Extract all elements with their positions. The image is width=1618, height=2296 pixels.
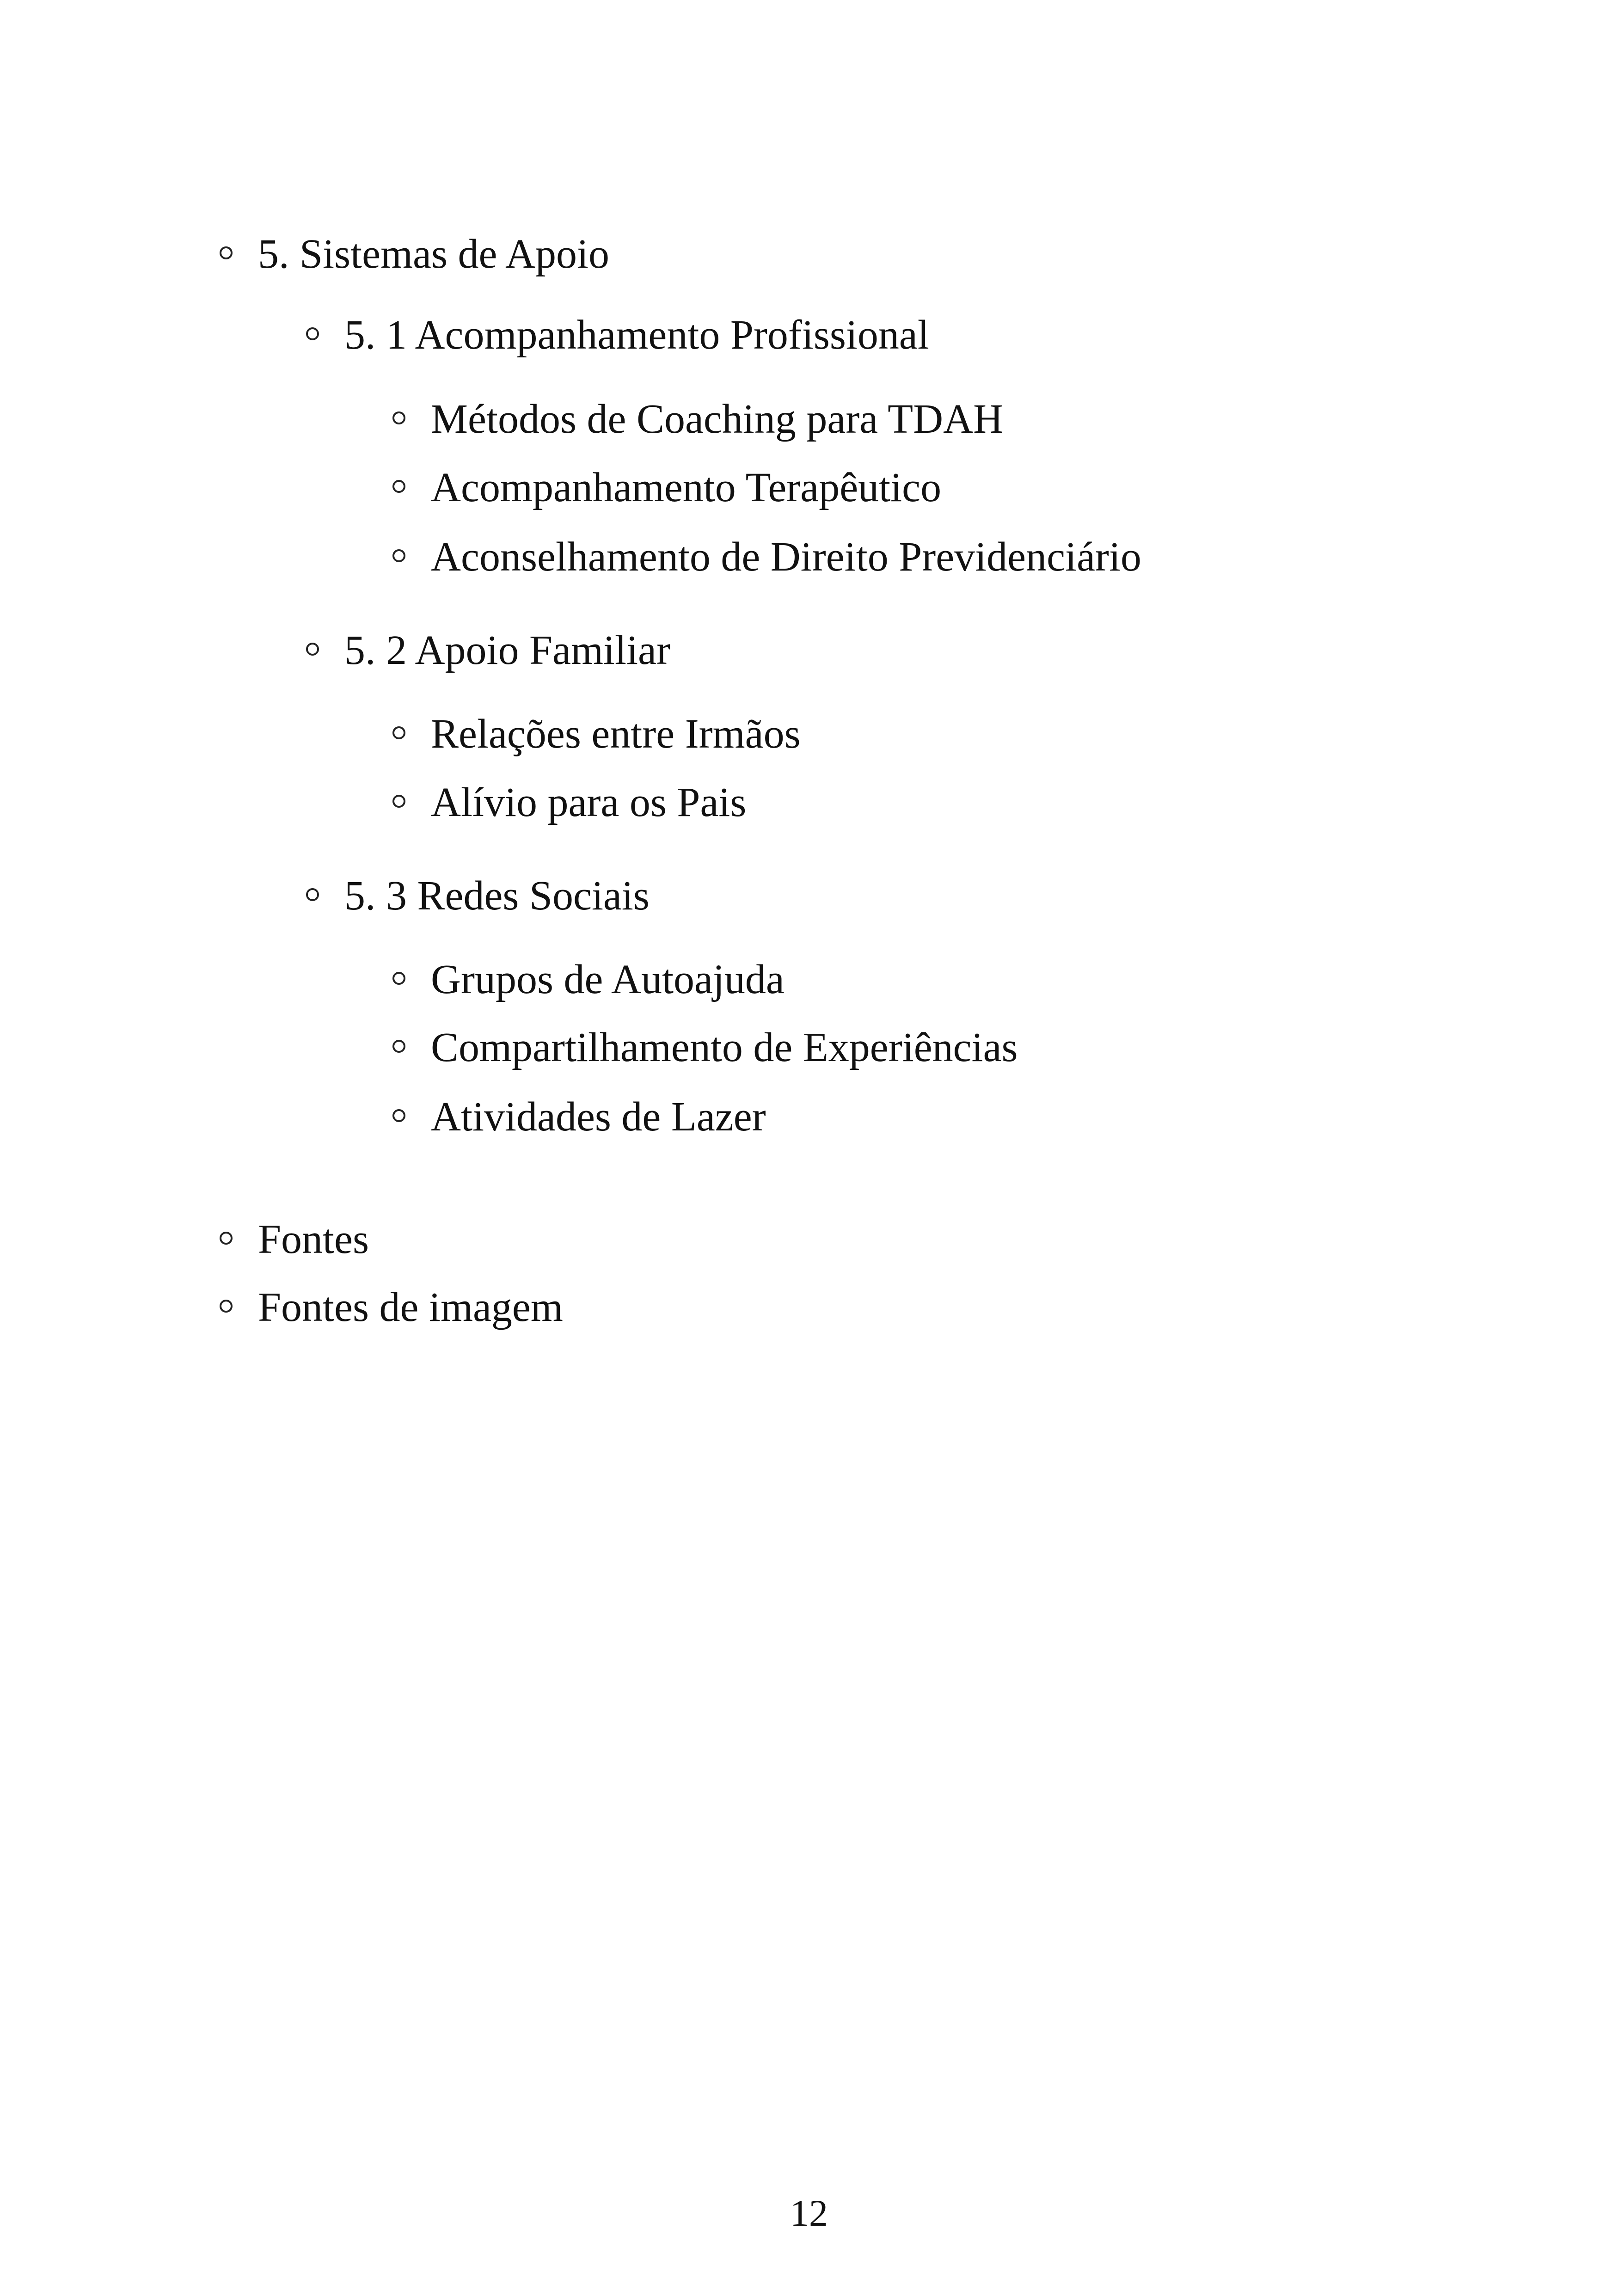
circle-bullet-icon xyxy=(392,549,405,562)
toc-item-label: Fontes de imagem xyxy=(258,1284,563,1330)
toc-item-label: Aconselhamento de Direito Previdenciário xyxy=(431,534,1141,580)
circle-bullet-icon xyxy=(392,1109,405,1122)
circle-bullet-icon xyxy=(392,1040,405,1053)
toc-item-label: Compartilhamento de Experiências xyxy=(431,1025,1018,1070)
toc-item-label: Métodos de Coaching para TDAH xyxy=(431,396,1004,442)
circle-bullet-icon xyxy=(392,480,405,493)
circle-bullet-icon xyxy=(392,411,405,424)
toc-item-label: Grupos de Autoajuda xyxy=(431,957,784,1002)
toc-item-label: Fontes xyxy=(258,1216,369,1262)
circle-bullet-icon xyxy=(306,643,319,656)
toc-item-label: 5. Sistemas de Apoio xyxy=(258,231,609,277)
circle-bullet-icon xyxy=(306,888,319,901)
circle-bullet-icon xyxy=(220,246,233,259)
toc-item-label: 5. 1 Acompanhamento Profissional xyxy=(344,312,929,358)
toc-item-label: 5. 2 Apoio Familiar xyxy=(344,627,670,673)
circle-bullet-icon xyxy=(306,327,319,340)
circle-bullet-icon xyxy=(220,1232,233,1245)
toc-item-label: 5. 3 Redes Sociais xyxy=(344,873,650,919)
toc-item-label: Acompanhamento Terapêutico xyxy=(431,465,942,510)
toc-item-label: Atividades de Lazer xyxy=(431,1094,766,1140)
circle-bullet-icon xyxy=(392,972,405,985)
toc-item-label: Alívio para os Pais xyxy=(431,780,747,825)
circle-bullet-icon xyxy=(220,1300,233,1313)
circle-bullet-icon xyxy=(392,726,405,739)
circle-bullet-icon xyxy=(392,795,405,808)
page-number: 12 xyxy=(790,2192,828,2234)
toc-item-label: Relações entre Irmãos xyxy=(431,711,801,757)
